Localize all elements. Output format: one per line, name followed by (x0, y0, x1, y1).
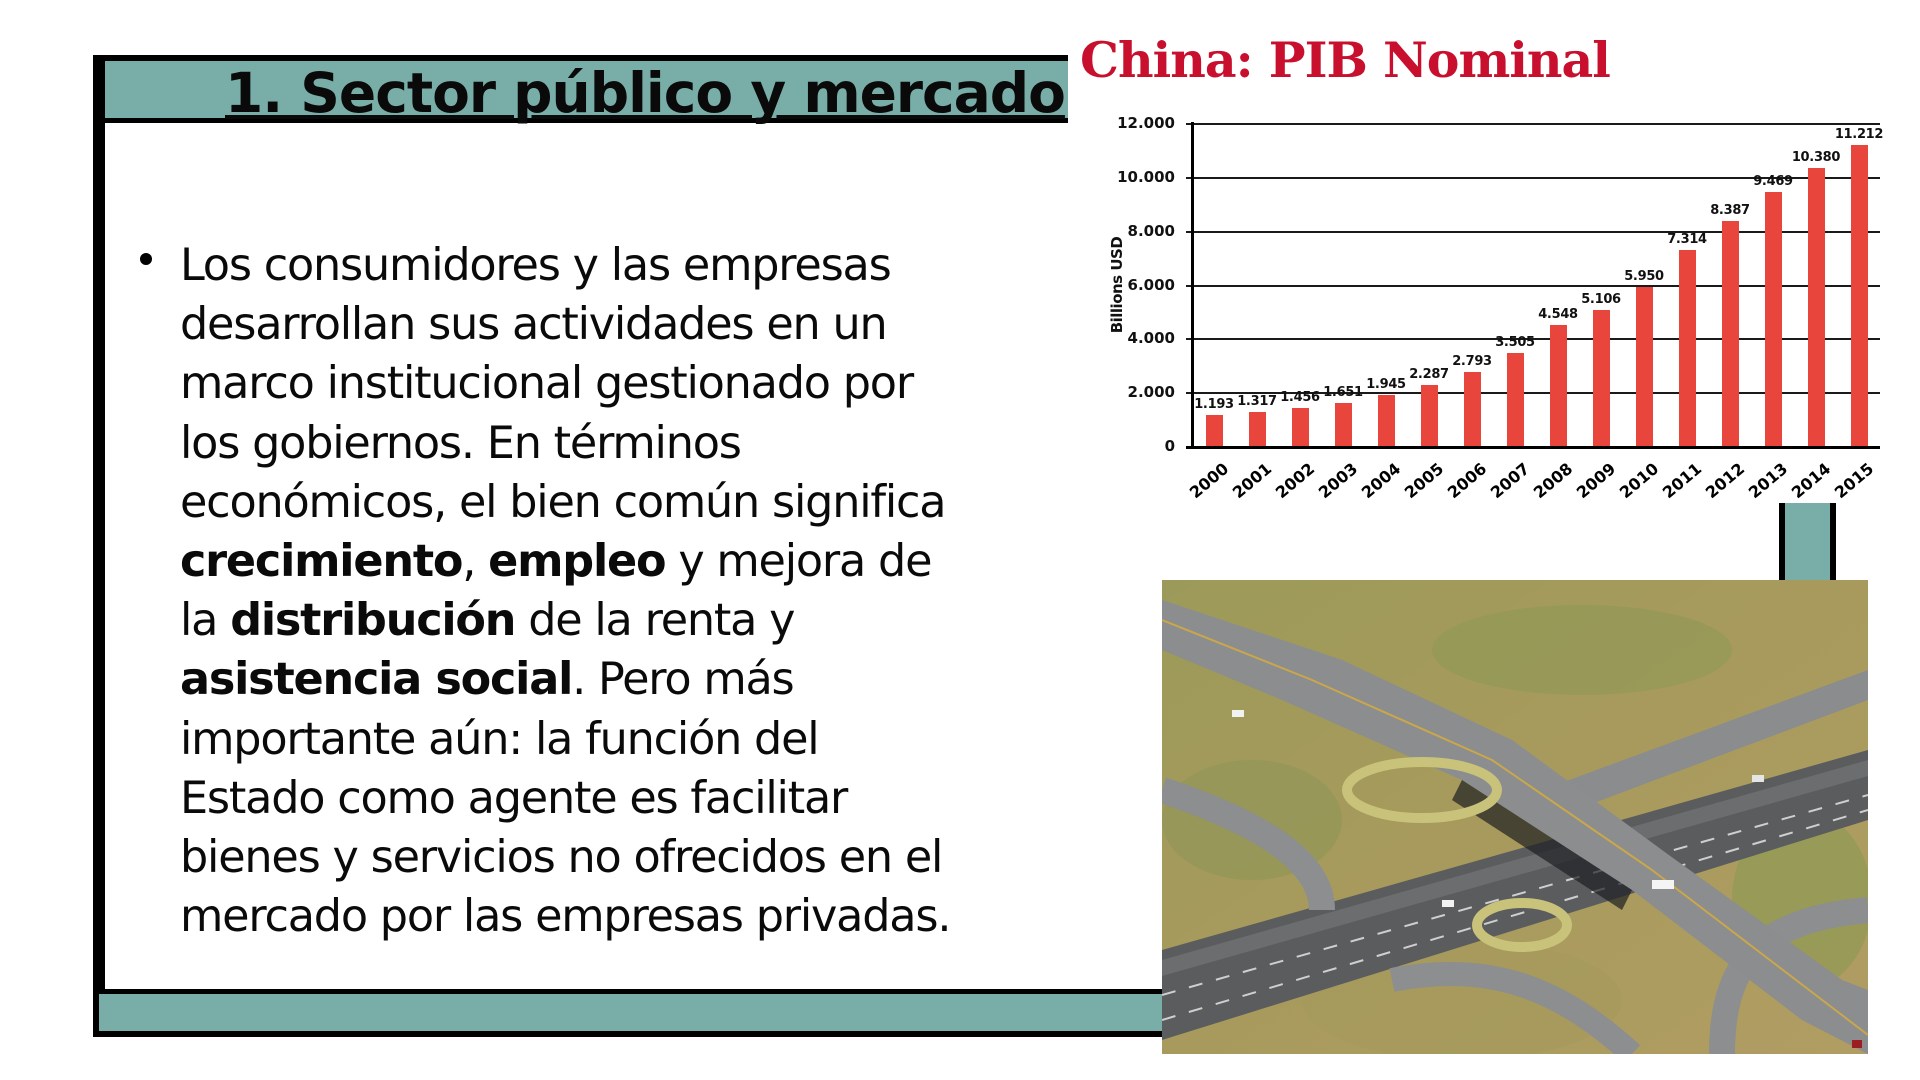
text-run: mercado por las empresas privadas. (180, 891, 951, 943)
bold-term: distribución (230, 595, 516, 647)
y-axis-line (1191, 122, 1194, 449)
x-tick-label: 2015 (1830, 459, 1878, 503)
x-tick-label: 2009 (1572, 459, 1620, 503)
bullet-text-line (180, 769, 1060, 828)
text-run: marco institucional gestionado por (180, 358, 913, 410)
bar-value-label: 1.317 (1237, 393, 1277, 409)
x-tick-label: 2004 (1357, 459, 1405, 503)
bar-value-label: 5.950 (1624, 268, 1664, 284)
x-tick-label: 2002 (1271, 459, 1319, 503)
text-run: bienes y servicios no ofrecidos en el (180, 832, 943, 884)
frame-bottom-border (93, 1031, 1168, 1037)
x-tick-label: 2012 (1701, 459, 1749, 503)
bar-value-label: 1.945 (1366, 376, 1406, 392)
x-tick-label: 2005 (1400, 459, 1448, 503)
bar-value-label: 3.505 (1495, 334, 1535, 350)
text-run: económicos, el bien común significa (180, 476, 946, 528)
bold-term: asistencia social (180, 654, 573, 706)
text-run: los gobiernos. En términos (180, 417, 741, 469)
text-run: , (462, 536, 489, 588)
x-tick-label: 2006 (1443, 459, 1491, 503)
text-run: y mejora de (665, 536, 932, 588)
x-tick-label: 2013 (1744, 459, 1792, 503)
bar-value-label: 2.287 (1409, 367, 1449, 383)
bar-2015 (1851, 145, 1868, 447)
y-tick-label: 0 (1164, 437, 1175, 455)
y-tick-label: 10.000 (1117, 167, 1175, 186)
y-tick-label: 8.000 (1127, 221, 1175, 240)
bar-2008 (1550, 325, 1567, 447)
bar-2001 (1249, 412, 1266, 447)
x-tick-label: 2000 (1185, 459, 1233, 503)
bullet-text-line (180, 887, 1060, 946)
x-axis-line (1186, 446, 1880, 449)
text-run: . Pero más (572, 654, 794, 706)
bullet-text-line (180, 710, 1060, 769)
bullet-icon (140, 253, 152, 265)
text-run: Estado como agente es facilitar (180, 772, 848, 824)
bar-value-label: 1.193 (1194, 396, 1234, 412)
bar-2013 (1765, 192, 1782, 447)
aerial-photo-illustration (1162, 580, 1868, 1054)
bar-value-label: 1.456 (1280, 389, 1320, 405)
bar-2002 (1292, 408, 1309, 447)
bar-2007 (1507, 353, 1524, 447)
text-run: la (180, 595, 231, 647)
bar-2003 (1335, 403, 1352, 447)
x-tick-label: 2008 (1529, 459, 1577, 503)
text-run: importante aún: la función del (180, 713, 819, 765)
bullet-text-line (180, 236, 1060, 295)
y-tick-label: 6.000 (1127, 275, 1175, 294)
bullet-text-line (180, 591, 1060, 650)
y-tick-label: 12.000 (1117, 114, 1175, 132)
bold-term: empleo (488, 536, 666, 588)
bar-2004 (1378, 395, 1395, 447)
bar-value-label: 7.314 (1667, 232, 1707, 248)
bullet-text-line (180, 295, 1060, 354)
bar-2009 (1593, 310, 1610, 447)
bullet-text-line (180, 828, 1060, 887)
bullet-text-line (180, 532, 1060, 591)
y-tick-label: 4.000 (1127, 329, 1175, 348)
text-run: desarrollan sus actividades en un (180, 299, 887, 351)
bar-value-label: 11.212 (1834, 127, 1884, 143)
bar-2000 (1206, 415, 1223, 447)
bullet-text-line (180, 414, 1060, 473)
bar-value-label: 5.106 (1581, 291, 1621, 307)
bar-value-label: 4.548 (1538, 306, 1578, 322)
decorative-strip (1785, 503, 1830, 580)
bar-2014 (1808, 168, 1825, 447)
text-run: de la renta y (515, 595, 795, 647)
x-tick-label: 2014 (1787, 459, 1835, 503)
footer-band (99, 994, 1168, 1031)
bar-2005 (1421, 385, 1438, 447)
bar-2006 (1464, 372, 1481, 447)
bar-value-label: 10.380 (1791, 149, 1841, 165)
y-axis-label: Billions USD (1108, 236, 1126, 334)
text-run: Los consumidores y las empresas (180, 240, 891, 291)
bullet-text (180, 236, 1060, 946)
bold-term: crecimiento (180, 536, 463, 588)
bar-2011 (1679, 250, 1696, 447)
bar-2010 (1636, 287, 1653, 447)
bullet-point (140, 236, 1060, 946)
bar-value-label: 1.651 (1323, 384, 1363, 400)
x-tick-label: 2010 (1615, 459, 1663, 503)
x-tick-label: 2001 (1228, 459, 1276, 503)
chart-title: China: PIB Nominal (1080, 31, 1610, 89)
bullet-text-line (180, 354, 1060, 413)
bar-2012 (1722, 221, 1739, 447)
frame-left-border (93, 55, 105, 1037)
slide-title: 1. Sector público y mercado (225, 61, 1065, 125)
bar-value-label: 9.469 (1753, 174, 1793, 190)
x-tick-label: 2003 (1314, 459, 1362, 503)
highway-interchange-photo (1162, 580, 1868, 1054)
gridline (1186, 123, 1880, 125)
bar-value-label: 8.387 (1710, 203, 1750, 219)
bullet-text-line (180, 650, 1060, 709)
bar-value-label: 2.793 (1452, 353, 1492, 369)
x-tick-label: 2007 (1486, 459, 1534, 503)
y-tick-label: 2.000 (1127, 383, 1175, 402)
bullet-text-line (180, 473, 1060, 532)
x-tick-label: 2011 (1658, 459, 1706, 503)
